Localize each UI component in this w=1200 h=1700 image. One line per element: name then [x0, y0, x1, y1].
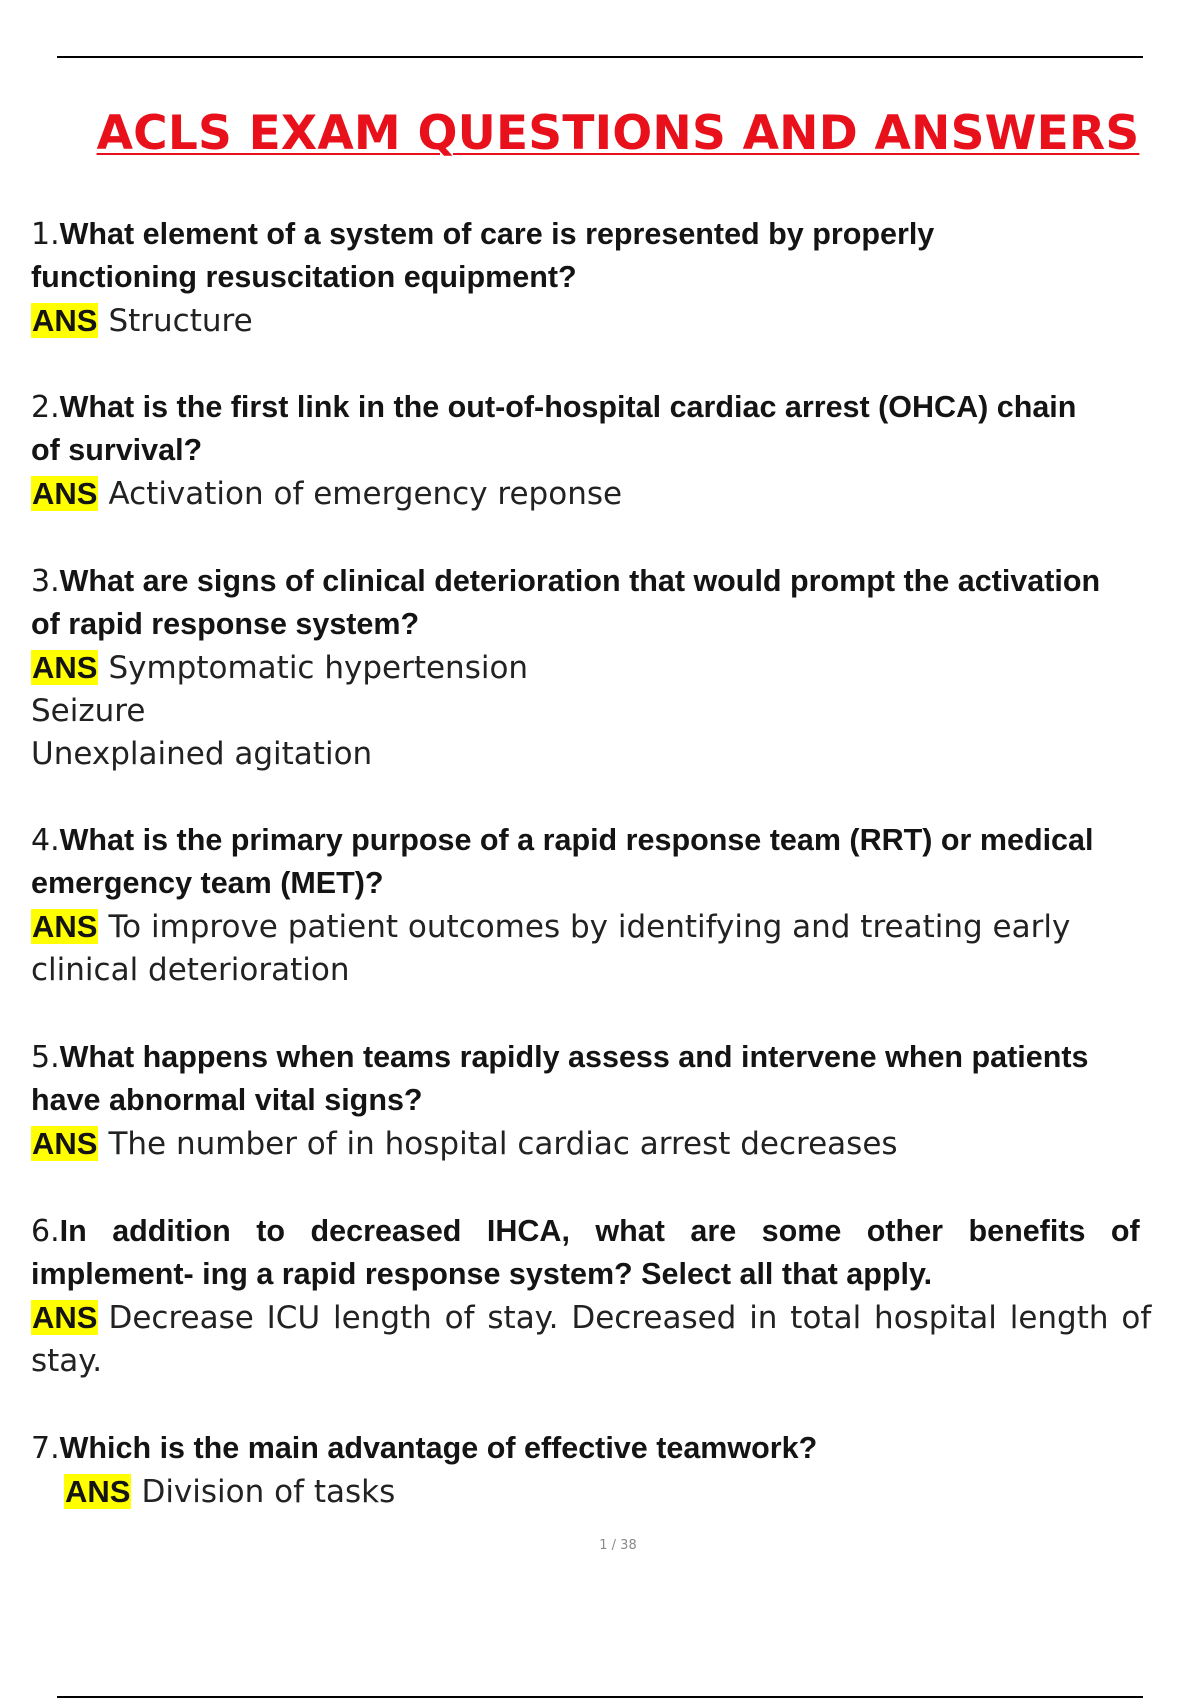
question-number: 1. [31, 217, 60, 252]
question-text: 5.What happens when teams rapidly assess and intervene when patients [31, 1040, 1089, 1075]
document-title: ACLS EXAM QUESTIONS AND ANSWERS [96, 106, 1140, 161]
answer-text: ANS The number of in hospital cardiac arrest decreases [32, 1126, 898, 1162]
ans-label: ANS [32, 909, 98, 944]
page-number: 1 / 38 [599, 1538, 637, 1553]
question-text: of rapid response system? [31, 607, 420, 641]
question-number: 2. [31, 390, 60, 425]
question-block-4 [31, 819, 1200, 992]
question-text: 6.In addition to decreased IHCA, what are some other benefits of [31, 1214, 1140, 1249]
answer-text: stay. [31, 1343, 103, 1379]
question-number: 3. [31, 564, 60, 599]
question-text: have abnormal vital signs? [31, 1083, 423, 1117]
question-number: 5. [31, 1040, 60, 1075]
ans-label: ANS [65, 1474, 131, 1509]
question-text: 1.What element of a system of care is represented by properly [31, 217, 935, 252]
question-block-3 [31, 560, 1200, 776]
top-rule [57, 56, 1143, 58]
question-text: 3.What are signs of clinical deterioration that would prompt the activation [31, 564, 1101, 599]
bottom-rule [57, 1696, 1143, 1698]
ans-label: ANS [32, 1126, 98, 1161]
question-text: of survival? [31, 433, 203, 467]
answer-text: ANS Decrease ICU length of stay. Decreased in total hospital length of [32, 1300, 1152, 1336]
question-block-2 [31, 386, 1200, 516]
answer-text: ANS Activation of emergency reponse [32, 476, 623, 512]
answer-text: Unexplained agitation [31, 736, 373, 772]
question-block-6 [31, 1210, 1200, 1383]
answer-text: clinical deterioration [31, 952, 350, 988]
question-number: 6. [31, 1214, 60, 1249]
answer-text: Seizure [31, 693, 146, 729]
question-number: 4. [31, 823, 60, 858]
question-text: emergency team (MET)? [31, 866, 384, 900]
ans-label: ANS [32, 303, 98, 338]
question-number: 7. [31, 1431, 60, 1466]
ans-label: ANS [32, 650, 98, 685]
answer-text: ANS Symptomatic hypertension [32, 650, 529, 686]
answer-text: ANS To improve patient outcomes by identifying and treating early [32, 909, 1071, 945]
question-text: 7.Which is the main advantage of effective teamwork? [31, 1431, 818, 1466]
question-text: implement- ing a rapid response system? Select all that apply. [31, 1257, 933, 1291]
answer-text: ANS Division of tasks [65, 1474, 396, 1510]
ans-label: ANS [32, 476, 98, 511]
question-block-5 [31, 1036, 1200, 1166]
question-block-7 [31, 1427, 1200, 1514]
question-text: 2.What is the first link in the out-of-hospital cardiac arrest (OHCA) chain [31, 390, 1077, 425]
ans-label: ANS [32, 1300, 98, 1335]
question-text: 4.What is the primary purpose of a rapid response team (RRT) or medical [31, 823, 1094, 858]
question-text: functioning resuscitation equipment? [31, 260, 577, 294]
question-block-1 [31, 213, 1200, 343]
answer-text: ANS Structure [32, 303, 253, 339]
